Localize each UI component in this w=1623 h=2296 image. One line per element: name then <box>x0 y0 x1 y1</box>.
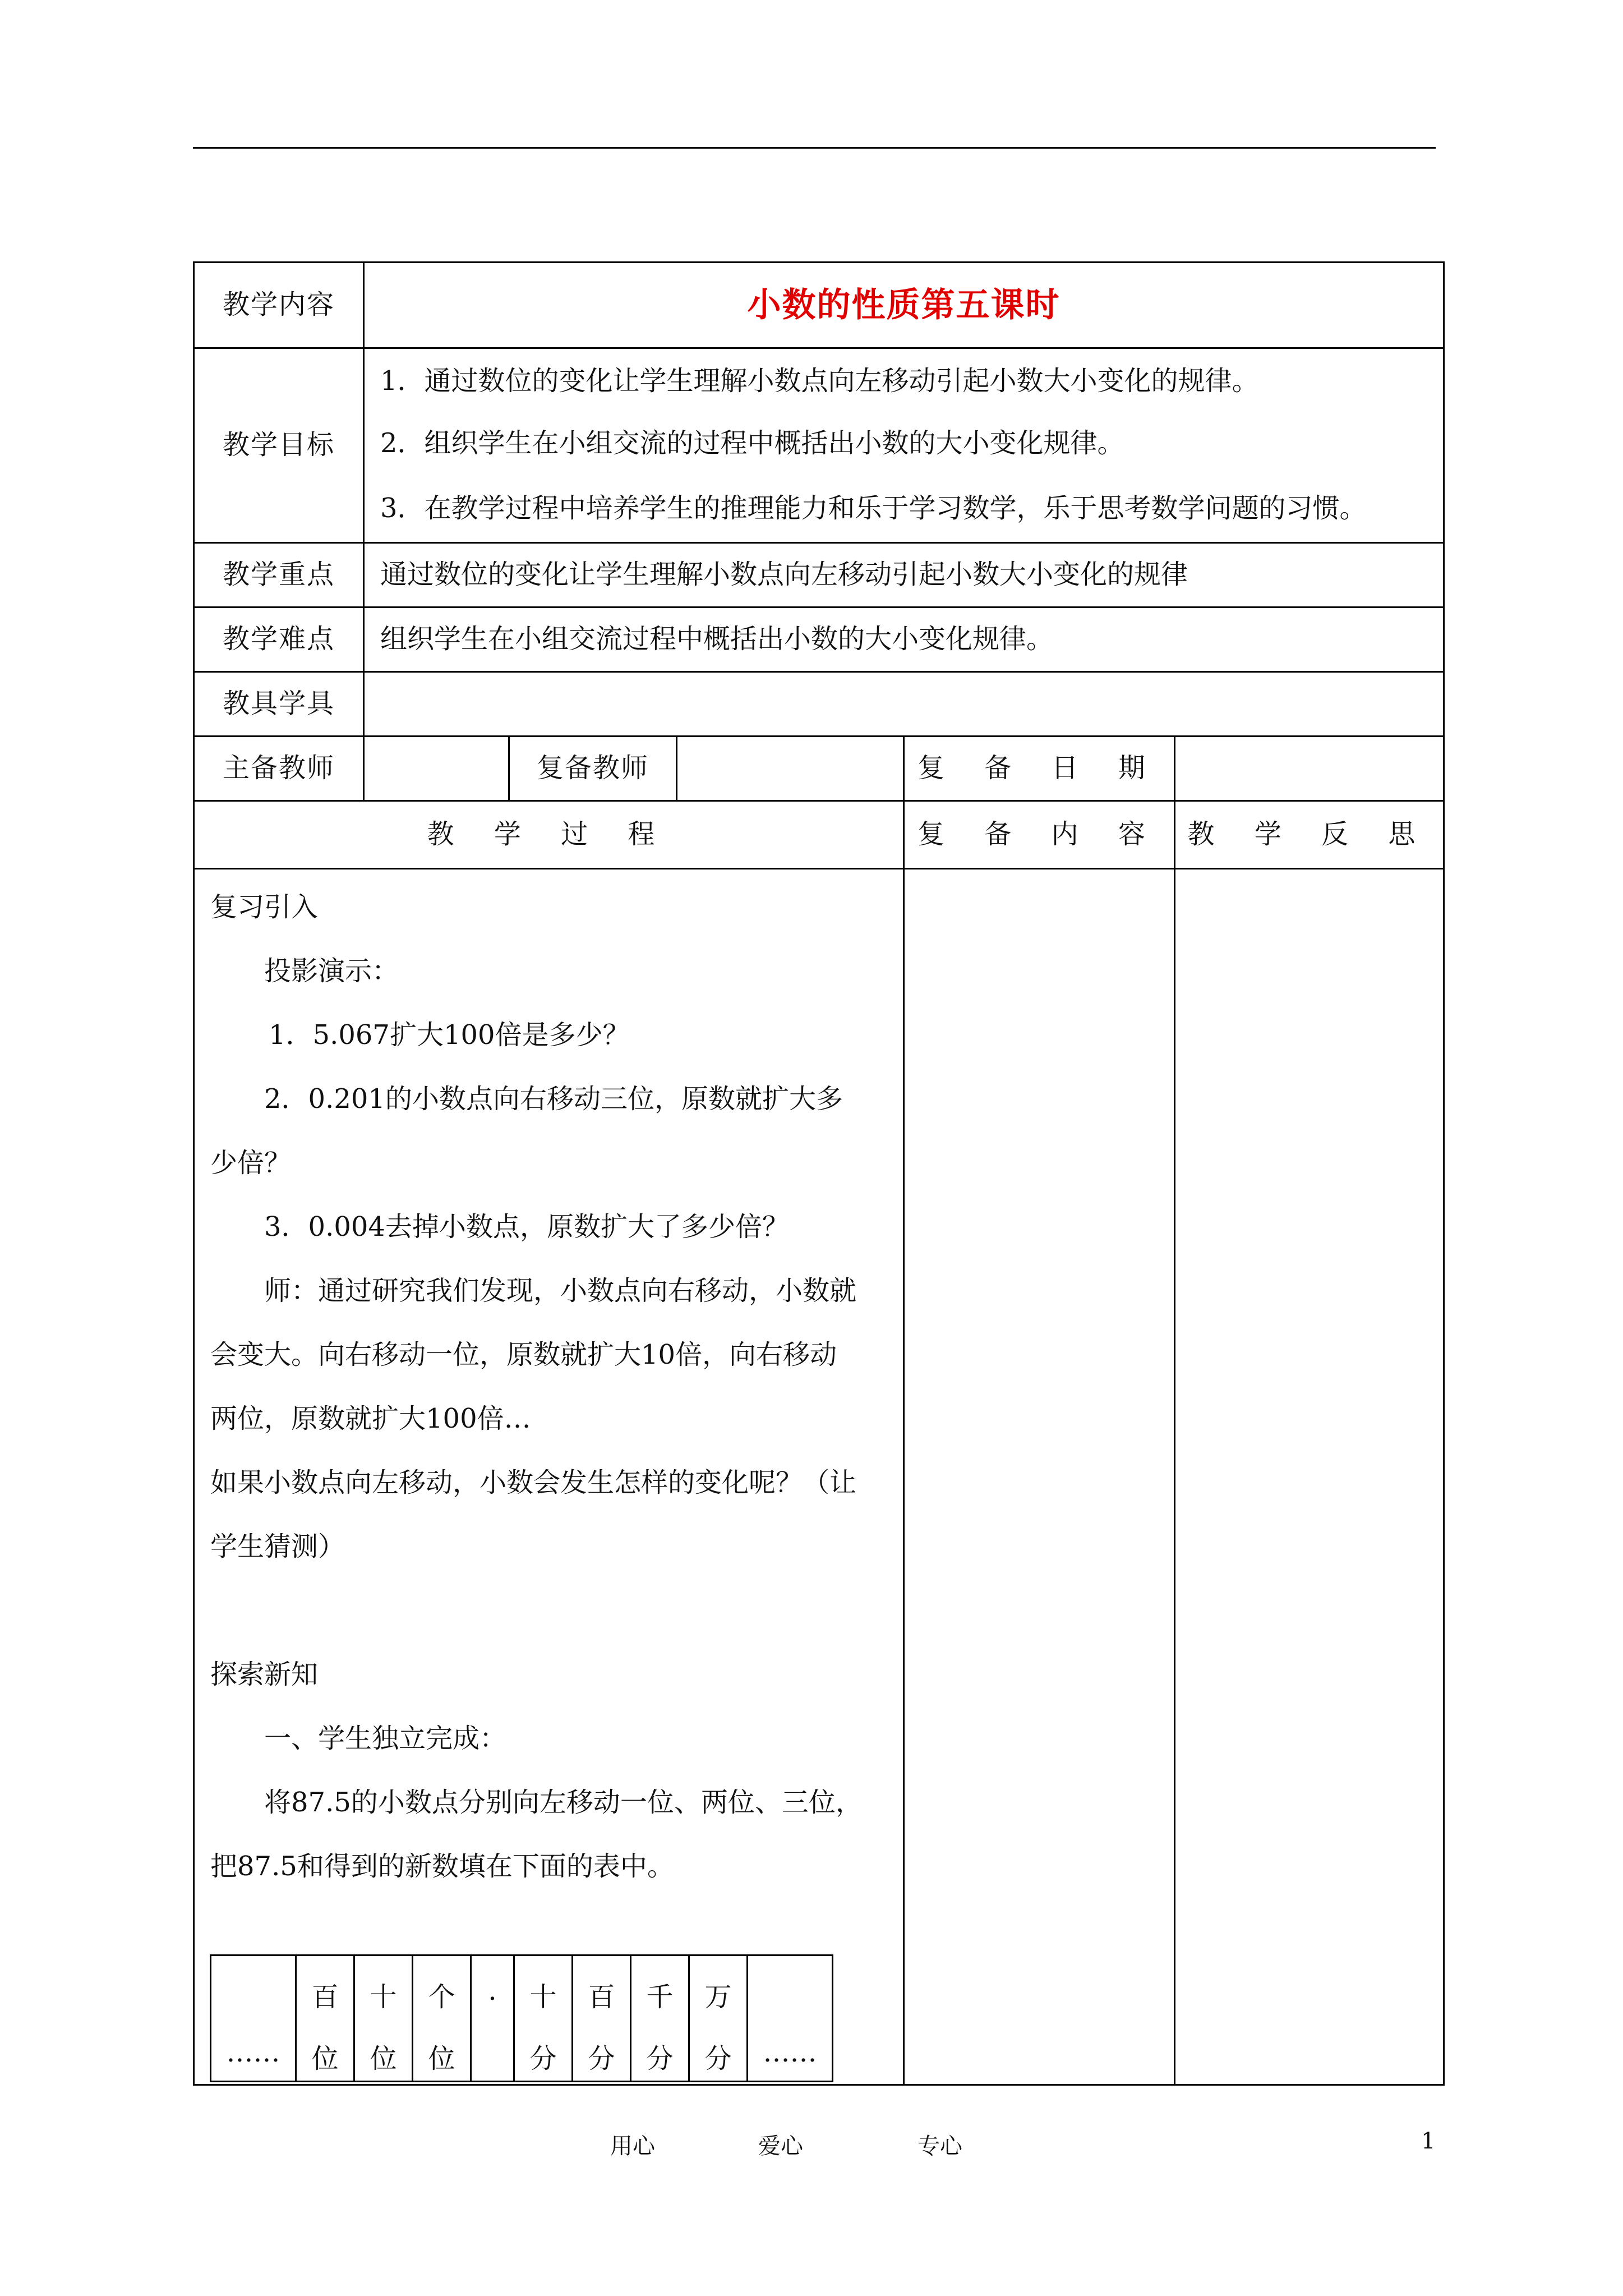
review-column-header: 复 备 内 容 <box>903 800 1175 869</box>
place-col-decimal-point <box>470 1954 515 2082</box>
question-2-line-2: 少倍？ <box>210 1147 292 1179</box>
page-number: 1 <box>1421 2128 1436 2154</box>
place-col-top: . <box>488 1975 497 2007</box>
place-col-left-ellipsis <box>210 1954 297 2082</box>
question-2-line-1: 2．0.201的小数点向右移动三位，原数就扩大多 <box>264 1083 843 1115</box>
content-label: 教学内容 <box>193 261 365 349</box>
place-col-top: 百 <box>311 1981 339 2013</box>
teacher-line-2: 会变大。向右移动一位，原数就扩大10倍，向右移动 <box>210 1339 837 1370</box>
place-col-bottom: 分 <box>646 2043 674 2074</box>
key-point-text: 通过数位的变化让学生理解小数点向左移动引起小数大小变化的规律 <box>363 542 1445 608</box>
place-col-bottom: 分 <box>529 2043 557 2074</box>
place-col-ones <box>412 1954 472 2082</box>
place-col-right-ellipsis <box>746 1954 833 2082</box>
place-col-ten-thousandths <box>688 1954 748 2082</box>
place-col-top: 千 <box>646 1981 674 2013</box>
goals-label: 教学目标 <box>193 347 365 544</box>
process-content <box>193 868 905 2086</box>
question-3: 3．0.004去掉小数点，原数扩大了多少倍？ <box>264 1211 789 1243</box>
place-col-bottom: 分 <box>704 2043 732 2074</box>
place-col-bottom: …… <box>226 2037 280 2068</box>
place-col-hundredths <box>571 1954 631 2082</box>
footer-slogan-1: 用心 <box>610 2133 655 2159</box>
process-column-header: 教 学 过 程 <box>193 800 905 869</box>
difficulty-text: 组织学生在小组交流过程中概括出小数的大小变化规律。 <box>363 606 1445 673</box>
teacher-line-3: 两位，原数就扩大100倍… <box>210 1403 531 1434</box>
place-col-top: 百 <box>588 1981 615 2013</box>
step-1: 一、学生独立完成： <box>264 1723 507 1754</box>
header-rule <box>193 147 1436 149</box>
review-content-cell <box>903 868 1175 2086</box>
reflection-content-cell <box>1174 868 1445 2086</box>
task-line-1: 将87.5的小数点分别向左移动一位、两位、三位， <box>264 1787 863 1818</box>
place-col-top: 万 <box>704 1981 732 2013</box>
main-teacher-label: 主备教师 <box>193 735 365 802</box>
place-col-tens <box>353 1954 413 2082</box>
projection-label: 投影演示： <box>264 955 399 987</box>
question-line-2: 学生猜测） <box>210 1531 345 1562</box>
difficulty-label: 教学难点 <box>193 606 365 673</box>
goal-item: 2．组织学生在小组交流的过程中概括出小数的大小变化规律。 <box>380 427 1124 459</box>
review-heading: 复习引入 <box>210 891 319 923</box>
place-col-bottom: 位 <box>370 2043 397 2074</box>
place-col-bottom: 分 <box>588 2043 615 2074</box>
co-teacher-value <box>676 735 905 802</box>
co-teacher-label: 复备教师 <box>508 735 677 802</box>
footer-slogan-2: 爱心 <box>758 2133 803 2159</box>
place-col-bottom: …… <box>763 2037 817 2068</box>
place-col-top: 十 <box>370 1981 397 2013</box>
teacher-line-1: 师：通过研究我们发现，小数点向右移动，小数就 <box>264 1275 857 1306</box>
explore-heading: 探索新知 <box>210 1659 319 1690</box>
question-1: 1．5.067扩大100倍是多少？ <box>269 1019 630 1051</box>
lesson-title: 小数的性质第五课时 <box>363 261 1445 349</box>
place-col-tenths <box>513 1954 573 2082</box>
place-col-top: 十 <box>529 1981 557 2013</box>
place-col-top: 个 <box>428 1981 455 2013</box>
place-col-bottom: 位 <box>311 2043 339 2074</box>
key-point-label: 教学重点 <box>193 542 365 608</box>
place-col-hundreds <box>295 1954 355 2082</box>
goal-item: 3．在教学过程中培养学生的推理能力和乐于学习数学，乐于思考数学问题的习惯。 <box>380 493 1367 524</box>
review-date-value <box>1174 735 1445 802</box>
tools-text <box>363 671 1445 737</box>
tools-label: 教具学具 <box>193 671 365 737</box>
goals-list <box>363 347 1445 544</box>
place-col-bottom: 位 <box>428 2043 455 2074</box>
footer-slogan-3: 专心 <box>917 2133 962 2159</box>
review-date-label: 复 备 日 期 <box>903 735 1175 802</box>
goal-item: 1．通过数位的变化让学生理解小数点向左移动引起小数大小变化的规律。 <box>380 365 1259 397</box>
place-col-thousandths <box>630 1954 690 2082</box>
reflection-column-header: 教 学 反 思 <box>1174 800 1445 869</box>
question-line-1: 如果小数点向左移动，小数会发生怎样的变化呢？（让 <box>210 1467 857 1498</box>
main-teacher-value <box>363 735 510 802</box>
task-line-2: 把87.5和得到的新数填在下面的表中。 <box>210 1851 674 1882</box>
